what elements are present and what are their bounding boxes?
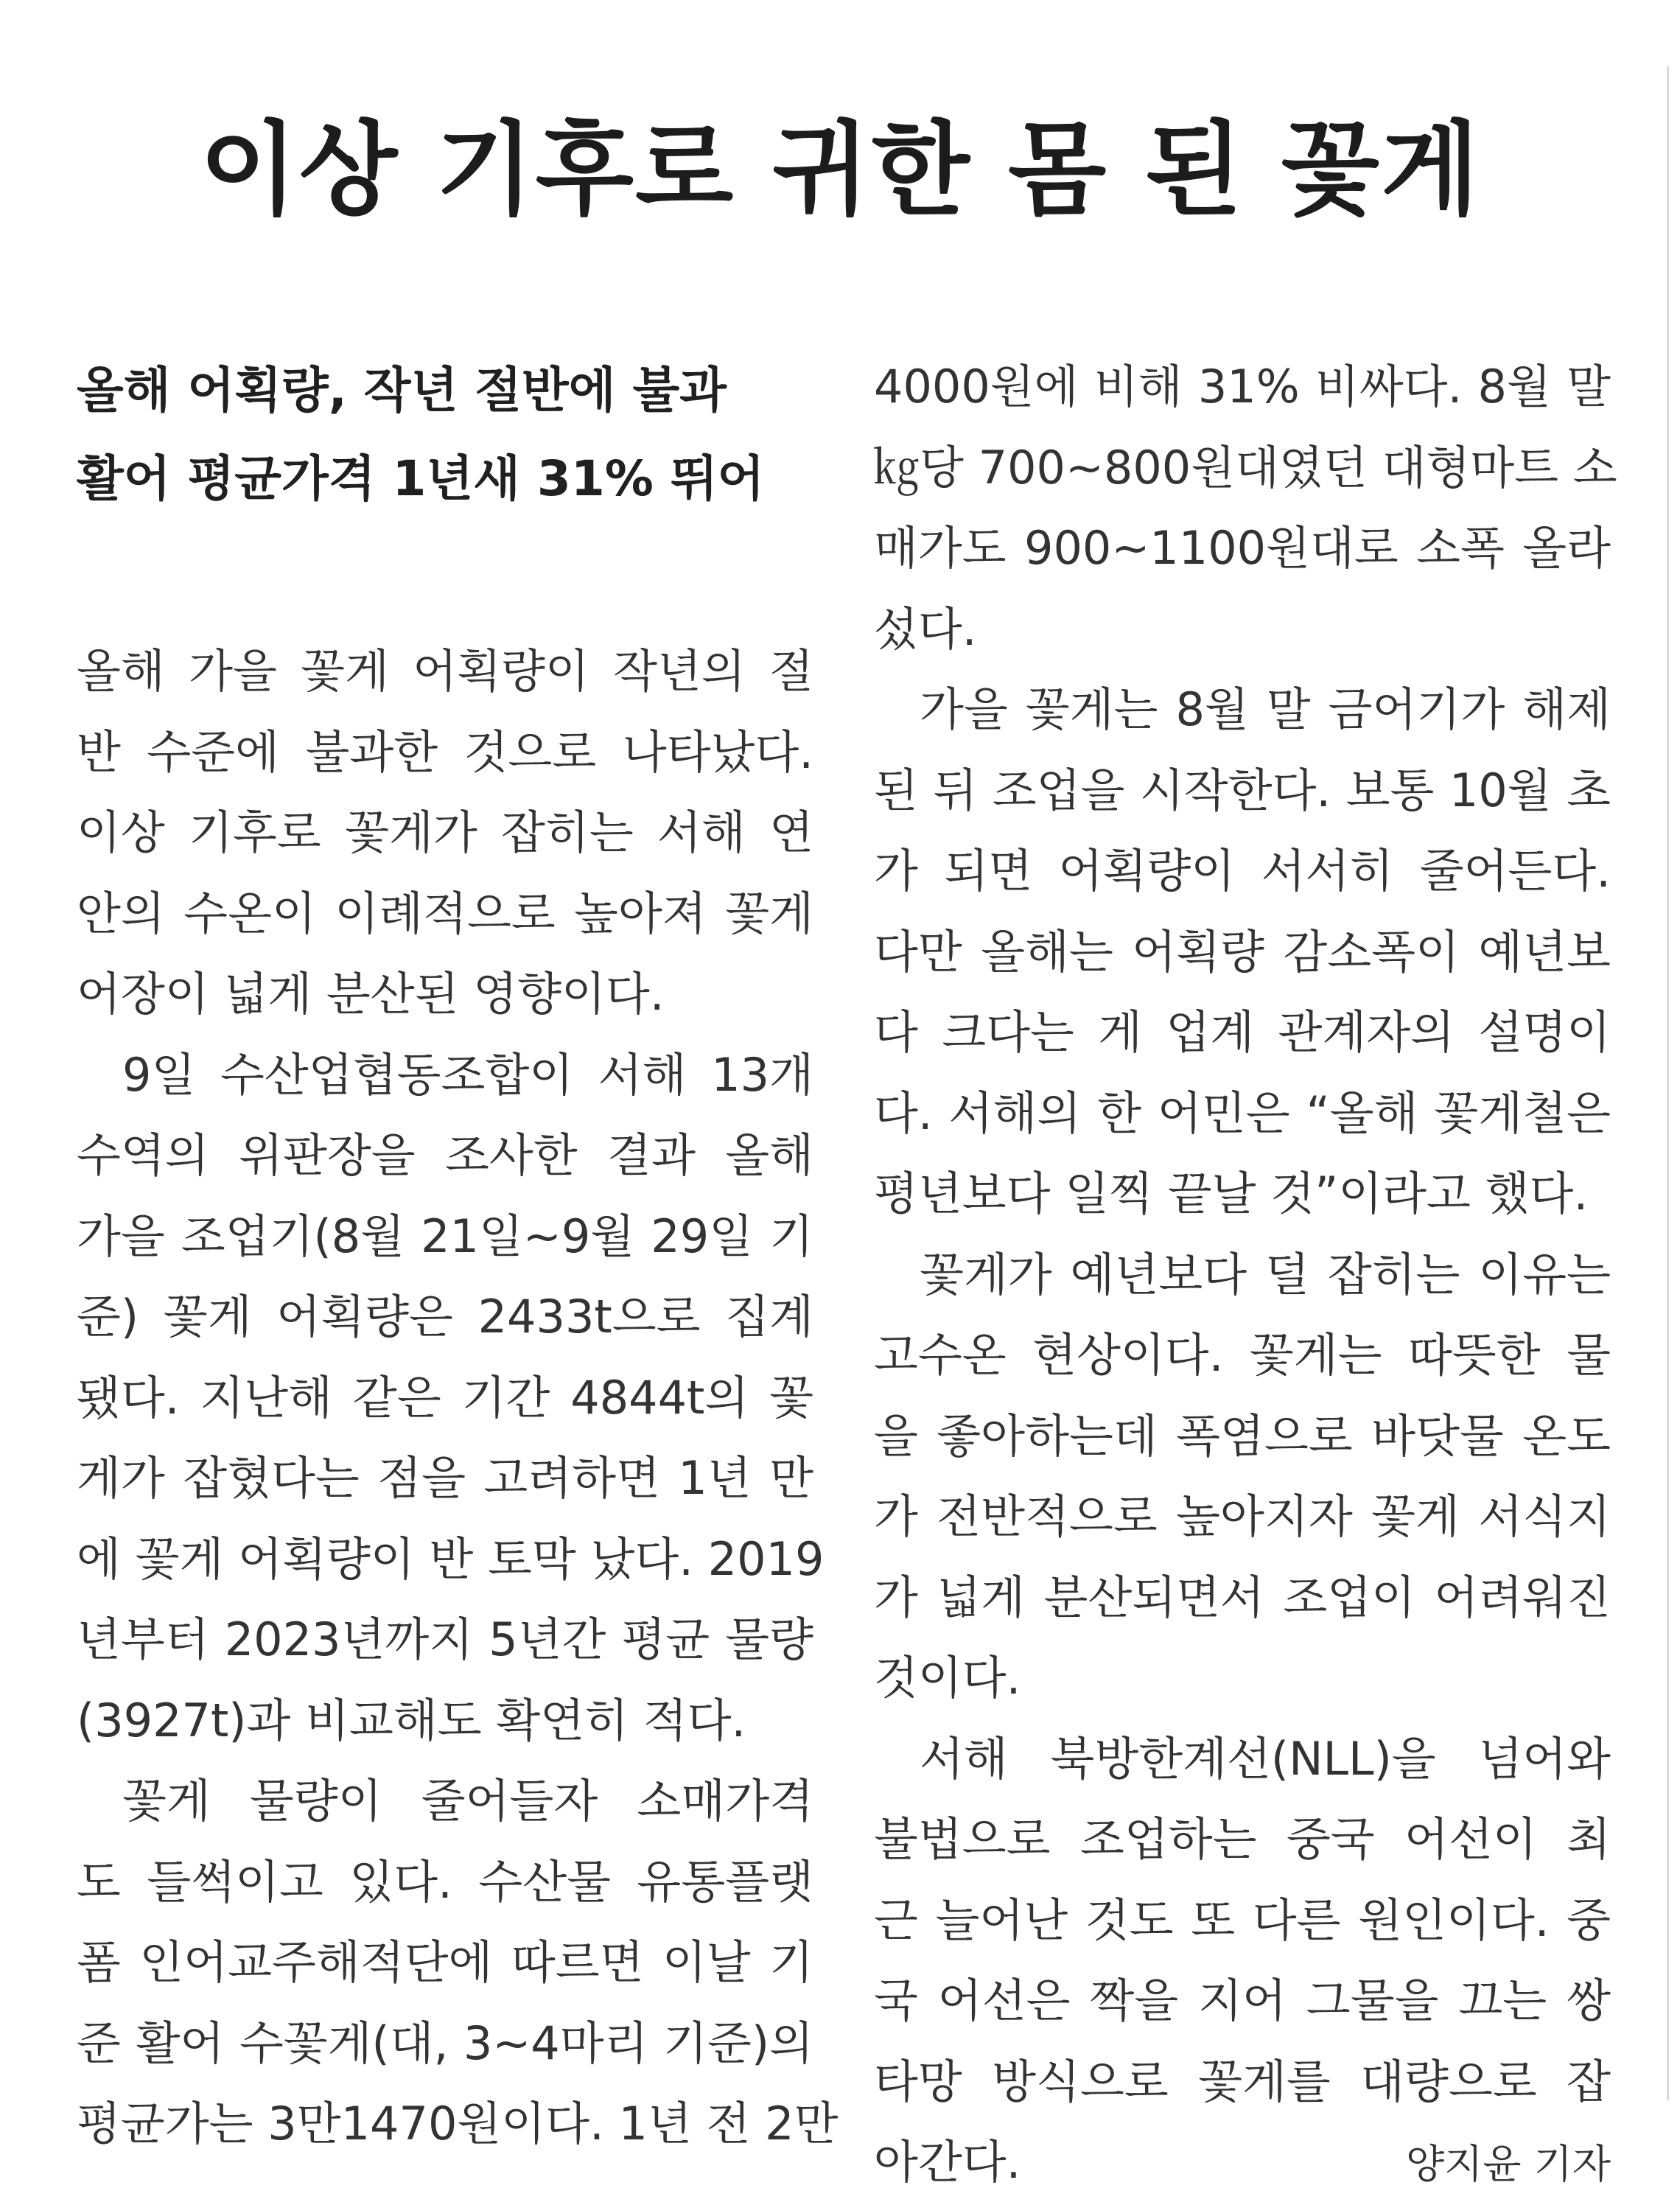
text-line: 것이다. (874, 1651, 1021, 1705)
text-line: 근 늘어난 것도 또 다른 원인이다. 중 (874, 1893, 1611, 1947)
text-line: 준 활어 수꽃게(대, 3~4마리 기준)의 (77, 2016, 813, 2070)
final-line-row (874, 2122, 1611, 2205)
text-line: 다 크다는 게 업계 관계자의 설명이 (874, 1005, 1611, 1059)
text-line: 에 꽃게 어획량이 반 토막 났다. 2019 (77, 1531, 825, 1586)
text-line: 불법으로 조업하는 중국 어선이 최 (874, 1812, 1611, 1866)
text-line: 년부터 2023년까지 5년간 평균 물량 (77, 1612, 813, 1666)
paragraph (77, 631, 813, 1035)
paragraph (874, 669, 1611, 1234)
article-headline: 이상 기후로 귀한 몸 된 꽃게 (199, 109, 1481, 229)
text-line: 준) 꽃게 어획량은 2433t으로 집계 (77, 1290, 813, 1343)
left-column (77, 346, 839, 2164)
text-line: 됐다. 지난해 같은 기간 4844t의 꽃 (77, 1370, 813, 1425)
paragraph (77, 1035, 825, 1761)
text-line: 된 뒤 조업을 시작한다. 보통 10월 초 (874, 763, 1611, 817)
text-line: (3927t)과 비교해도 확연히 적다. (77, 1693, 746, 1747)
text-line: 수역의 위판장을 조사한 결과 올해 (77, 1128, 813, 1182)
right-column (874, 346, 1617, 2205)
text-line: 반 수준에 불과한 것으로 나타났다. (77, 724, 813, 779)
text-line: 아간다. (874, 2135, 1021, 2189)
text-line: 도 들썩이고 있다. 수산물 유통플랫 (77, 1854, 813, 1909)
text-line: 가을 꽃게는 8월 말 금어기가 해제 (920, 682, 1611, 736)
text-line: 4000원에 비해 31% 비싸다. 8월 말 (874, 360, 1611, 413)
text-line: 평년보다 일찍 끝날 것”이라고 했다. (874, 1167, 1589, 1220)
text-line: 다만 올해는 어획량 감소폭이 예년보 (874, 924, 1611, 979)
text-line: 꽃게가 예년보다 덜 잡히는 이유는 (920, 1247, 1611, 1301)
text-line: 국 어선은 짝을 지어 그물을 끄는 쌍 (874, 1974, 1611, 2027)
text-line: 가 전반적으로 높아지자 꽃게 서식지 (874, 1489, 1611, 1543)
text-line: 서해 북방한계선(NLL)을 넘어와 (920, 1731, 1611, 1786)
text-line: 올해 가을 꽃게 어획량이 작년의 절 (77, 644, 813, 698)
text-line: 게가 잡혔다는 점을 고려하면 1년 만 (77, 1451, 813, 1505)
reporter-byline: 양지윤 기자 (1406, 2141, 1611, 2187)
subheadline-line: 올해 어획량, 작년 절반에 불과 (77, 362, 727, 419)
text-line: 이상 기후로 꽃게가 잡히는 서해 연 (77, 806, 813, 859)
text-line: 을 좋아하는데 폭염으로 바닷물 온도 (874, 1408, 1611, 1463)
text-line: 다. 서해의 한 어민은 “올해 꽃게철은 (874, 1086, 1611, 1140)
text-line: 9일 수산업협동조합이 서해 13개 (122, 1047, 813, 1102)
subheadline-line: 활어 평균가격 1년새 31% 뛰어 (77, 450, 765, 507)
text-line: 매가도 900~1100원대로 소폭 올라 (874, 521, 1611, 575)
paragraph (77, 1761, 839, 2164)
text-line: 타망 방식으로 꽃게를 대량으로 잡 (874, 2054, 1611, 2108)
text-line: ㎏당 700~800원대였던 대형마트 소 (874, 440, 1617, 495)
paragraph (874, 346, 1617, 669)
text-line: 가 되면 어획량이 서서히 줄어든다. (874, 844, 1611, 898)
text-line: 폼 인어교주해적단에 따르면 이날 기 (77, 1935, 813, 1989)
text-line: 가을 조업기(8월 21일~9월 29일 기 (77, 1209, 813, 1263)
text-line: 어장이 넓게 분산된 영향이다. (77, 967, 665, 1021)
text-line: 섰다. (874, 601, 977, 656)
text-line: 가 넓게 분산되면서 조업이 어려워진 (874, 1570, 1611, 1624)
text-line: 고수온 현상이다. 꽃게는 따뜻한 물 (874, 1328, 1611, 1382)
paragraph (874, 1719, 1611, 2205)
subheadline (77, 346, 813, 523)
paragraph (874, 1234, 1611, 1719)
text-line: 꽃게 물량이 줄어들자 소매가격 (122, 1774, 813, 1828)
page-edge-divider (1667, 66, 1669, 2100)
text-line: 안의 수온이 이례적으로 높아져 꽃게 (77, 886, 813, 940)
text-line: 평균가는 3만1470원이다. 1년 전 2만 (77, 2097, 839, 2150)
